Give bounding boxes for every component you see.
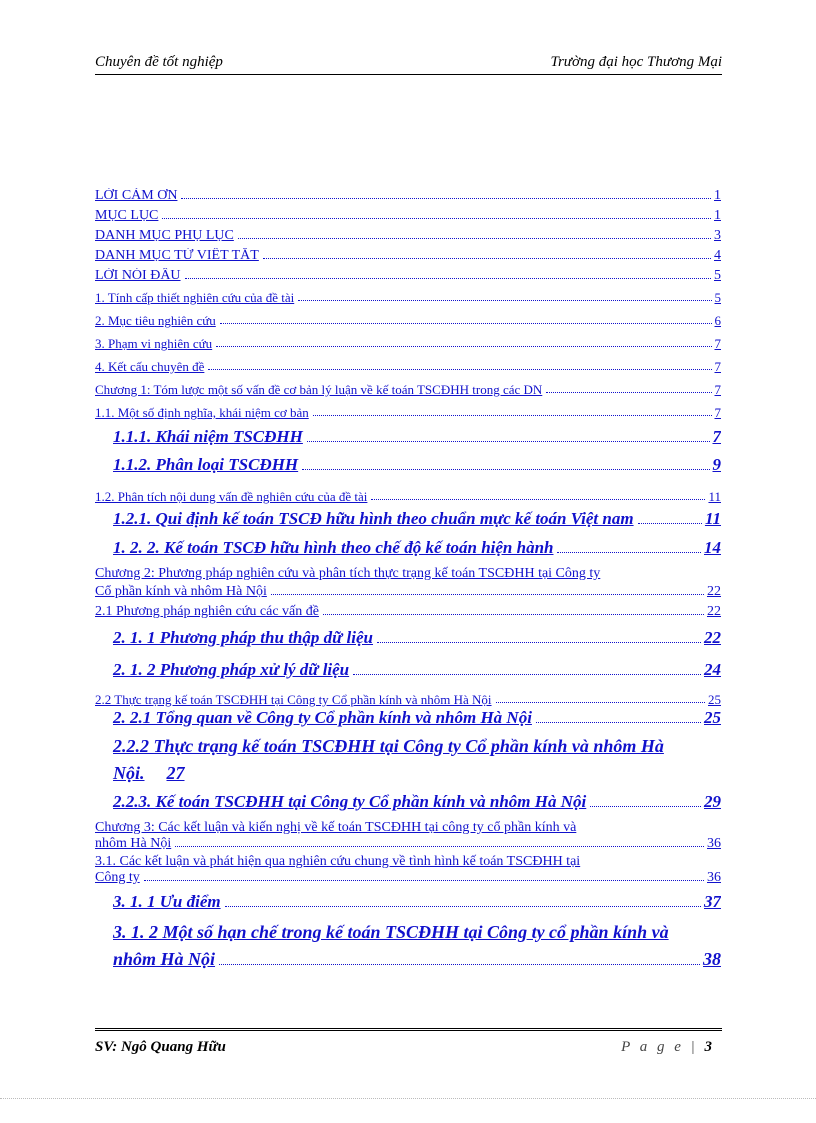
toc-entry[interactable]: Chương 1: Tóm lược một số vấn đề cơ bản lý luận về kế toán TSCĐHH trong các DN 7	[95, 382, 721, 397]
toc-entry[interactable]: 3. Phạm vi nghiên cứu 7	[95, 336, 721, 351]
toc-entry[interactable]: MỤC LỤC 1	[95, 208, 721, 223]
header-right: Trường đại học Thương Mại	[550, 54, 722, 70]
toc-entry[interactable]: 3. 1. 2 Một số hạn chế trong kế toán TSCĐHH tại Công ty cổ phần kính và nhôm Hà Nội 38	[113, 922, 721, 969]
toc-entry[interactable]: 1.1.2. Phân loại TSCĐHH 9	[113, 455, 721, 474]
page-header	[95, 52, 722, 75]
toc-entry[interactable]: 2. 2.1 Tổng quan về Công ty Cổ phần kính và nhôm Hà Nội 25	[113, 708, 721, 727]
toc-entry[interactable]: 1.2. Phân tích nội dung vấn đề nghiên cứu của đề tài 11	[95, 489, 721, 504]
toc-entry[interactable]: 2. Mục tiêu nghiên cứu 6	[95, 313, 721, 328]
page-footer	[95, 1028, 722, 1061]
toc-entry[interactable]: Chương 2: Phương pháp nghiên cứu và phân tích thực trạng kế toán TSCĐHH tại Công ty Cổ phần kính và nhôm Hà Nội 22	[95, 566, 721, 599]
toc-entry[interactable]: 2.2.3. Kế toán TSCĐHH tại Công ty Cổ phần kính và nhôm Hà Nội 29	[113, 792, 721, 811]
toc-entry[interactable]: 3.1. Các kết luận và phát hiện qua nghiên cứu chung về tình hình kế toán TSCĐHH tại Công ty 36	[95, 854, 721, 885]
toc-entry[interactable]: 2. 1. 1 Phương pháp thu thập dữ liệu 22	[113, 628, 721, 647]
toc-entry[interactable]: LỜI NÓI ĐẦU 5	[95, 268, 721, 283]
toc-entry[interactable]: 1.1. Một số định nghĩa, khái niệm cơ bản 7	[95, 405, 721, 420]
toc-entry[interactable]: 2. 1. 2 Phương pháp xử lý dữ liệu 24	[113, 660, 721, 679]
toc-entry[interactable]: 1.1.1. Khái niệm TSCĐHH 7	[113, 427, 721, 446]
footer-student: SV: Ngô Quang Hữu	[95, 1039, 226, 1055]
toc-entry[interactable]: 3. 1. 1 Ưu điểm 37	[113, 892, 721, 911]
toc-entry[interactable]: DANH MỤC TỪ VIẾT TẮT 4	[95, 248, 721, 263]
toc-entry[interactable]: 4. Kết cấu chuyên đề 7	[95, 359, 721, 374]
toc-entry[interactable]: 2.1 Phương pháp nghiên cứu các vấn đề 22	[95, 604, 721, 619]
page-edge	[0, 1098, 816, 1099]
toc-entry[interactable]: 2.2 Thực trạng kế toán TSCĐHH tại Công ty Cổ phần kính và nhôm Hà Nội 25	[95, 692, 721, 707]
header-left: Chuyên đề tốt nghiệp	[95, 54, 223, 70]
toc-entry[interactable]: LỜI CẢM ƠN 1	[95, 188, 721, 203]
toc-entry[interactable]: 1. 2. 2. Kế toán TSCĐ hữu hình theo chế độ kế toán hiện hành 14	[113, 538, 721, 557]
toc-entry[interactable]: 1. Tính cấp thiết nghiên cứu của đề tài 5	[95, 290, 721, 305]
toc-entry[interactable]: 2.2.2 Thực trạng kế toán TSCĐHH tại Công ty Cổ phần kính và nhôm Hà Nội. 27	[113, 736, 664, 783]
toc-entry[interactable]: 1.2.1. Qui định kế toán TSCĐ hữu hình theo chuẩn mực kế toán Việt nam 11	[113, 509, 721, 528]
toc-entry[interactable]: DANH MỤC PHỤ LỤC 3	[95, 228, 721, 243]
table-of-contents	[95, 188, 721, 970]
footer-page: P a g e | 3	[621, 1039, 712, 1055]
toc-entry[interactable]: Chương 3: Các kết luận và kiến nghị về kế toán TSCĐHH tại công ty cổ phần kính và nhôm Hà Nội 36	[95, 820, 721, 851]
